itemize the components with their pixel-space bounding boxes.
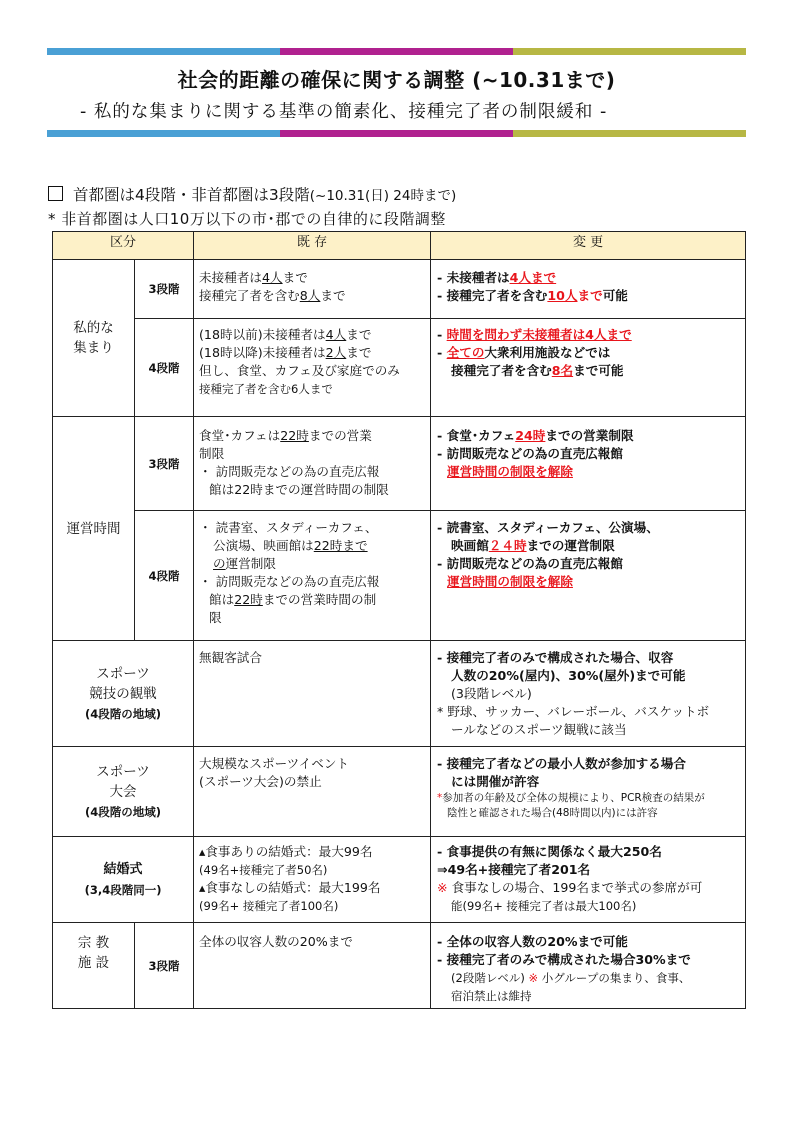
change-cell: - 食堂･カフェ24時までの営業制限 - 訪問販売などの為の直売広報館 運営時間の制限を解除 (431, 417, 746, 511)
category-sports-watch: スポーツ 競技の観戦 (4段階の地域) (53, 641, 194, 747)
table-row (53, 511, 746, 641)
section-heading-period: (~10.31(日) 24時まで) (309, 188, 457, 204)
existing-cell: 無観客試合 (194, 641, 431, 747)
level-label: 3段階 (135, 417, 194, 511)
level-label: 3段階 (135, 923, 194, 1009)
level-label: 4段階 (135, 319, 194, 417)
top-stripe (47, 48, 746, 55)
category-private: 私的な 集まり (53, 260, 135, 417)
level-label: 4段階 (135, 511, 194, 641)
change-cell: - 全体の収容人数の20%まで可能 - 接種完了者のみで構成された場合30%まで (2段階レベル) ※ 小グループの集まり、食事、 宿泊禁止は維持 (431, 923, 746, 1009)
adjustment-table (52, 231, 746, 1009)
change-cell: - 時間を問わず未接種者は4人まで - 全ての大衆利用施設などでは 接種完了者を含む8名まで可能 (431, 319, 746, 417)
section-heading-text: 首都圏は4段階・非首都圏は3段階 (73, 186, 310, 204)
change-cell: - 接種完了者のみで構成された場合、収容 人数の20%(屋内)、30%(屋外)まで可能 (3段階レベル) * 野球、サッカー、バレーボール、バスケットボ ールなどのスポーツ観戦に該当 (431, 641, 746, 747)
change-cell: - 食事提供の有無に関係なく最大250名 ⇒49名+接種完了者201名 ※ 食事なしの場合、199名まで挙式の参席が可 能(99名+ 接種完了者は最大100名) (431, 837, 746, 923)
section-heading (48, 183, 456, 205)
existing-cell: 食堂･カフェは22時までの営業 制限 ・ 訪問販売などの為の直売広報 館は22時までの運営時間の制限 (194, 417, 431, 511)
page-subtitle: - 私的な集まりに関する基準の簡素化、接種完了者の制限緩和 - (80, 102, 608, 122)
table-header-row (53, 232, 746, 260)
category-sports-event: スポーツ 大会 (4段階の地域) (53, 747, 194, 837)
bottom-stripe (47, 130, 746, 137)
checkbox-square-icon (48, 186, 63, 201)
level-label: 3段階 (135, 260, 194, 319)
table-row (53, 319, 746, 417)
category-wedding: 結婚式 (3,4段階同一) (53, 837, 194, 923)
existing-cell: ▴食事ありの結婚式：最大99名 (49名+接種完了者50名) ▴食事なしの結婚式：最大199名 (99名+ 接種完了者100名) (194, 837, 431, 923)
existing-cell: (18時以前)未接種者は4人まで (18時以降)未接種者は2人まで 但し、食堂、カフェ及び家庭でのみ 接種完了者を含む6人まで (194, 319, 431, 417)
header-category: 区分 (53, 232, 194, 260)
existing-cell: 全体の収容人数の20%まで (194, 923, 431, 1009)
existing-cell: 大規模なスポーツイベント (スポーツ大会)の禁止 (194, 747, 431, 837)
table-row (53, 923, 746, 1009)
change-cell: - 読書室、スタディーカフェ、公演場、 映画館２４時までの運営制限 - 訪問販売などの為の直売広報館 運営時間の制限を解除 (431, 511, 746, 641)
change-cell: - 接種完了者などの最小人数が参加する場合 には開催が許容 *参加者の年齢及び全体の規模により、PCR検査の結果が 陰性と確認された場合(48時間以内)には許容 (431, 747, 746, 837)
existing-cell: 未接種者は4人まで 接種完了者を含む8人まで (194, 260, 431, 319)
header-change: 変 更 (431, 232, 746, 260)
existing-cell: ・ 読書室、スタディーカフェ、 公演場、映画館は22時まで の運営制限 ・ 訪問販売などの為の直売広報 館は22時までの営業時間の制 限 (194, 511, 431, 641)
table-row (53, 837, 746, 923)
category-religion: 宗 教 施 設 (53, 923, 135, 1009)
table-row (53, 641, 746, 747)
table-row (53, 260, 746, 319)
section-note: * 非首都圏は人口10万以下の市･郡での自律的に段階調整 (48, 210, 446, 228)
table-row (53, 747, 746, 837)
change-cell: - 未接種者は4人まで - 接種完了者を含む10人まで可能 (431, 260, 746, 319)
category-hours: 運営時間 (53, 417, 135, 641)
table-row (53, 417, 746, 511)
page-title: 社会的距離の確保に関する調整 (~10.31まで) (177, 68, 616, 92)
header-existing: 既 存 (194, 232, 431, 260)
